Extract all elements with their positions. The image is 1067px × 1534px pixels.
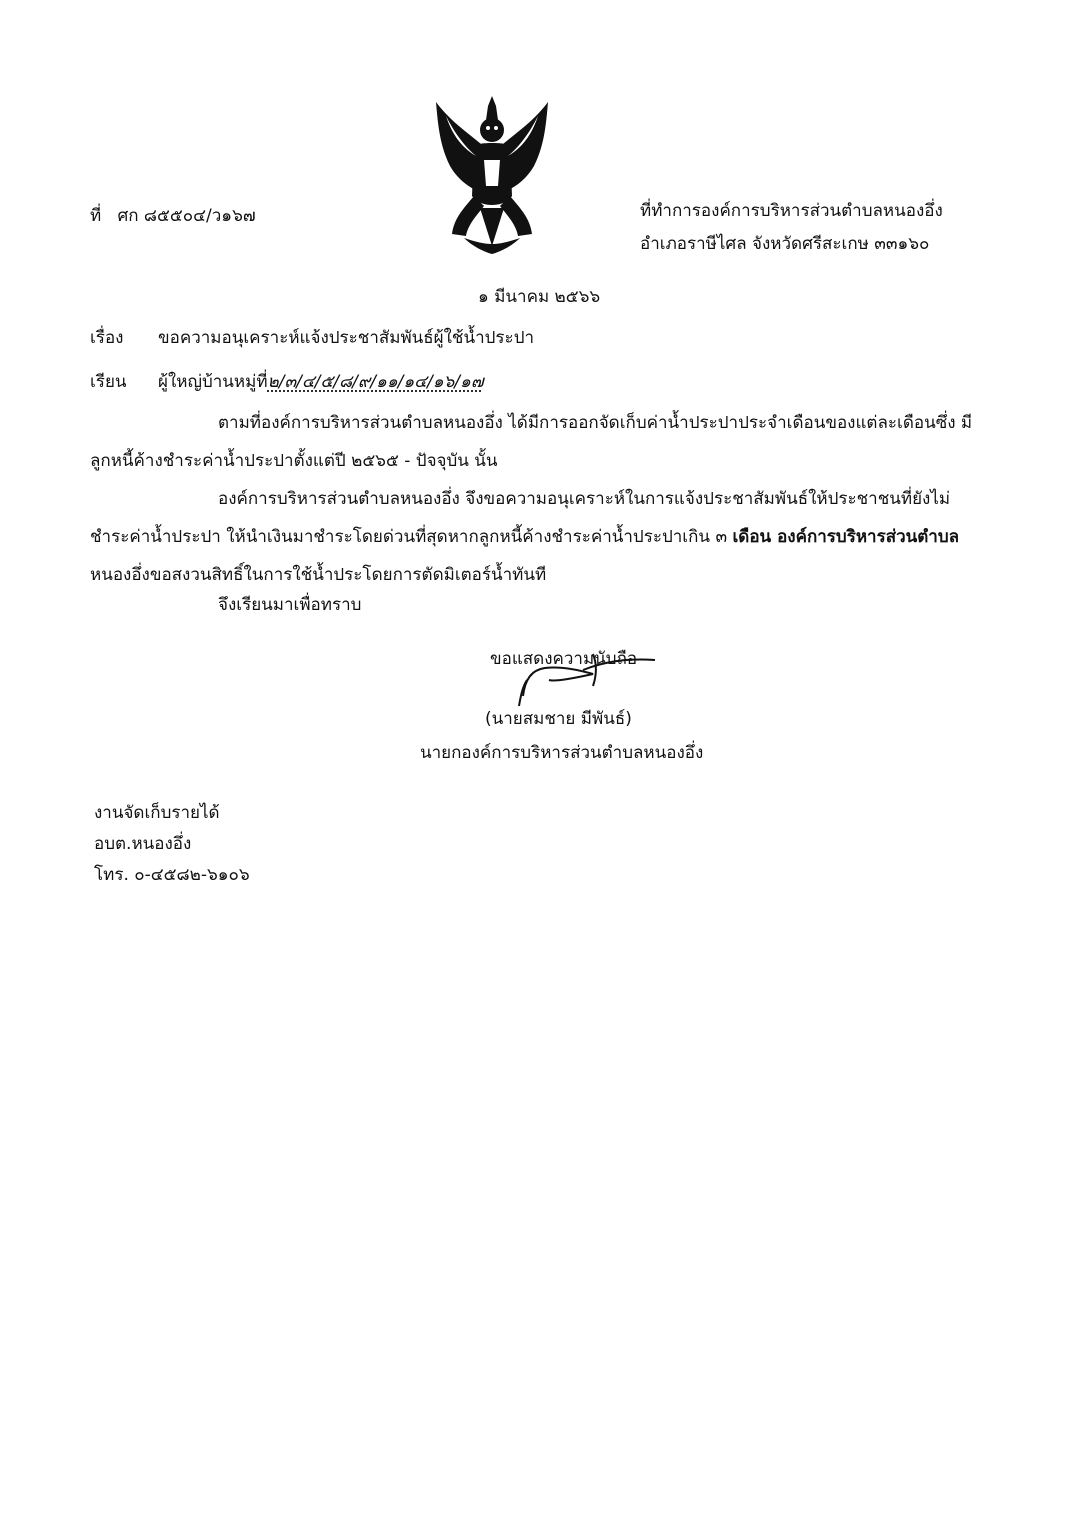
- footer-organization: อบต.หนองอึ่ง: [94, 834, 192, 854]
- signer-name: (นายสมชาย มีพันธ์): [485, 709, 632, 729]
- body-paragraph-1-text: ตามที่องค์การบริหารส่วนตำบลหนองอึ่ง ได้มีการออกจัดเก็บค่าน้ำประปาประจำเดือนของแต่ละเดือนซึ่ง มีลูกหนี้ค้างชำระค่าน้ำประปาตั้งแต่ปี ๒๕๖๕ - ปัจจุบัน นั้น: [90, 413, 973, 471]
- body-paragraph-2: [90, 480, 978, 594]
- signature-icon: [505, 640, 675, 710]
- body-paragraph-2-text-c: หนองอึ่งขอสงวนสิทธิ์ในการใช้น้ำประโดยการตัดมิเตอร์น้ำทันที: [90, 565, 547, 585]
- footer-phone: โทร. ๐-๔๕๘๒-๖๑๐๖: [94, 865, 250, 885]
- reference-number: [90, 205, 256, 227]
- letter-date: ๑ มีนาคม ๒๕๖๖: [478, 287, 601, 307]
- reference-label: ที่: [90, 206, 102, 226]
- body-paragraph-2-text-b: เดือน องค์การบริหารส่วนตำบล: [732, 527, 960, 547]
- addressee: [158, 371, 484, 393]
- addressee-villages: ๒/๓/๔/๕/๘/๙/๑๑/๑๔/๑๖/๑๗: [267, 372, 484, 392]
- office-address-line2: อำเภอราษีไศล จังหวัดศรีสะเกษ ๓๓๑๖๐: [640, 234, 930, 254]
- body-paragraph-2-text-a: องค์การบริหารส่วนตำบลหนองอึ่ง จึงขอความอนุเคราะห์ในการแจ้งประชาสัมพันธ์ให้ประชาชนที่ยังไม่ ชำระค่าน้ำประปา ให้นำเงินมาชำระโดยด่วนที่สุดหากลูกหนี้ค้างชำระค่าน้ำประปาเกิน ๓: [90, 489, 951, 547]
- closing-line: จึงเรียนมาเพื่อทราบ: [218, 595, 362, 615]
- body-paragraph-1: [90, 404, 978, 480]
- regards-line: ขอแสดงความนับถือ: [490, 649, 638, 669]
- office-address-line1: ที่ทำการองค์การบริหารส่วนตำบลหนองอึ่ง: [640, 201, 943, 221]
- reference-value: ศก ๘๕๕๐๔/ว๑๖๗: [117, 206, 256, 226]
- signer-position: นายกองค์การบริหารส่วนตำบลหนองอึ่ง: [420, 743, 704, 763]
- footer-department: งานจัดเก็บรายได้: [94, 803, 220, 823]
- subject-text: ขอความอนุเคราะห์แจ้งประชาสัมพันธ์ผู้ใช้น้ำประปา: [158, 328, 535, 348]
- subject-label: เรื่อง: [90, 328, 124, 348]
- addressee-text: ผู้ใหญ่บ้านหมู่ที่: [158, 372, 268, 392]
- addressee-label: เรียน: [90, 372, 127, 392]
- garuda-emblem-icon: [424, 96, 560, 254]
